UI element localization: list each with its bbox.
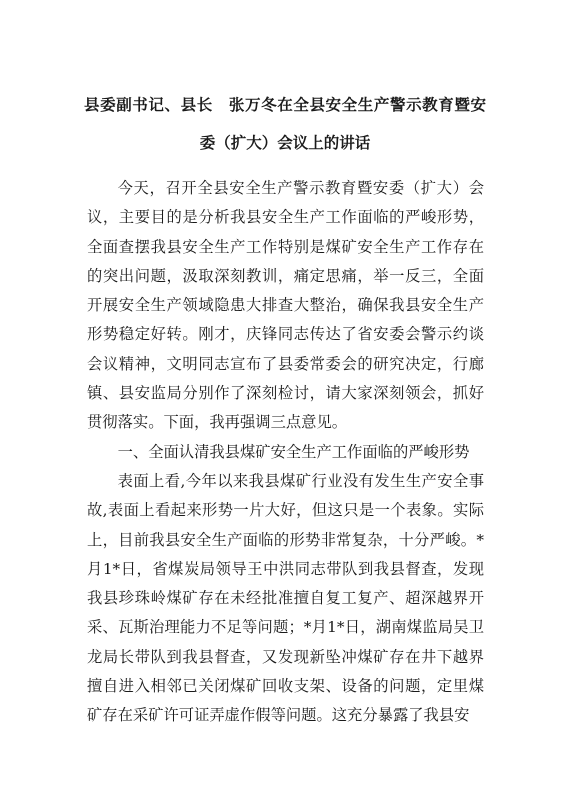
document-title-line-1: 县委副书记、县长 张万冬在全县安全生产警示教育暨安	[84, 96, 486, 114]
paragraph-intro: 今天，召开全县安全生产警示教育暨安委（扩大）会议，主要目的是分析我县安全生产工作面临的严峻形势，全面查摆我县安全生产工作特别是煤矿安全生产工作存在的突出问题，汲取深刻教训，痛定思痛，举一反三，全面开展安全生产领域隐患大排查大整治，确保我县安全生产形势稳定好转。刚才，庆锋同志传达了省安委会警示约谈会议精神，文明同志宣布了县委常委会的研究决定，行廊镇、县安监局分别作了深刻检讨，请大家深刻领会，抓好贯彻落实。下面，我再强调三点意见。	[87, 179, 484, 432]
document-body	[87, 174, 484, 731]
document-title-line-2: 委（扩大）会议上的讲话	[199, 134, 371, 152]
section-heading-1: 一、全面认清我县煤矿安全生产工作面临的严峻形势	[117, 442, 470, 461]
paragraph-section-1: 表面上看,今年以来我县煤矿行业没有发生生产安全事故,表面上看起来形势一片大好，但这只是一个表象。实际上，目前我县安全生产面临的形势非常复杂，十分严峻。*月1*日，省煤炭局领导王中洪同志带队到我县督查，发现我县珍珠岭煤矿存在未经批准擅自复工复产、超深越界开采、瓦斯治理能力不足等问题；*月1*日，湖南煤监局吴卫龙局长带队到我县督查，又发现新坠冲煤矿存在井下越界擅自进入相邻已关闭煤矿回收支架、设备的问题，定里煤矿存在采矿许可证弄虚作假等问题。这充分暴露了我县安	[87, 471, 484, 725]
